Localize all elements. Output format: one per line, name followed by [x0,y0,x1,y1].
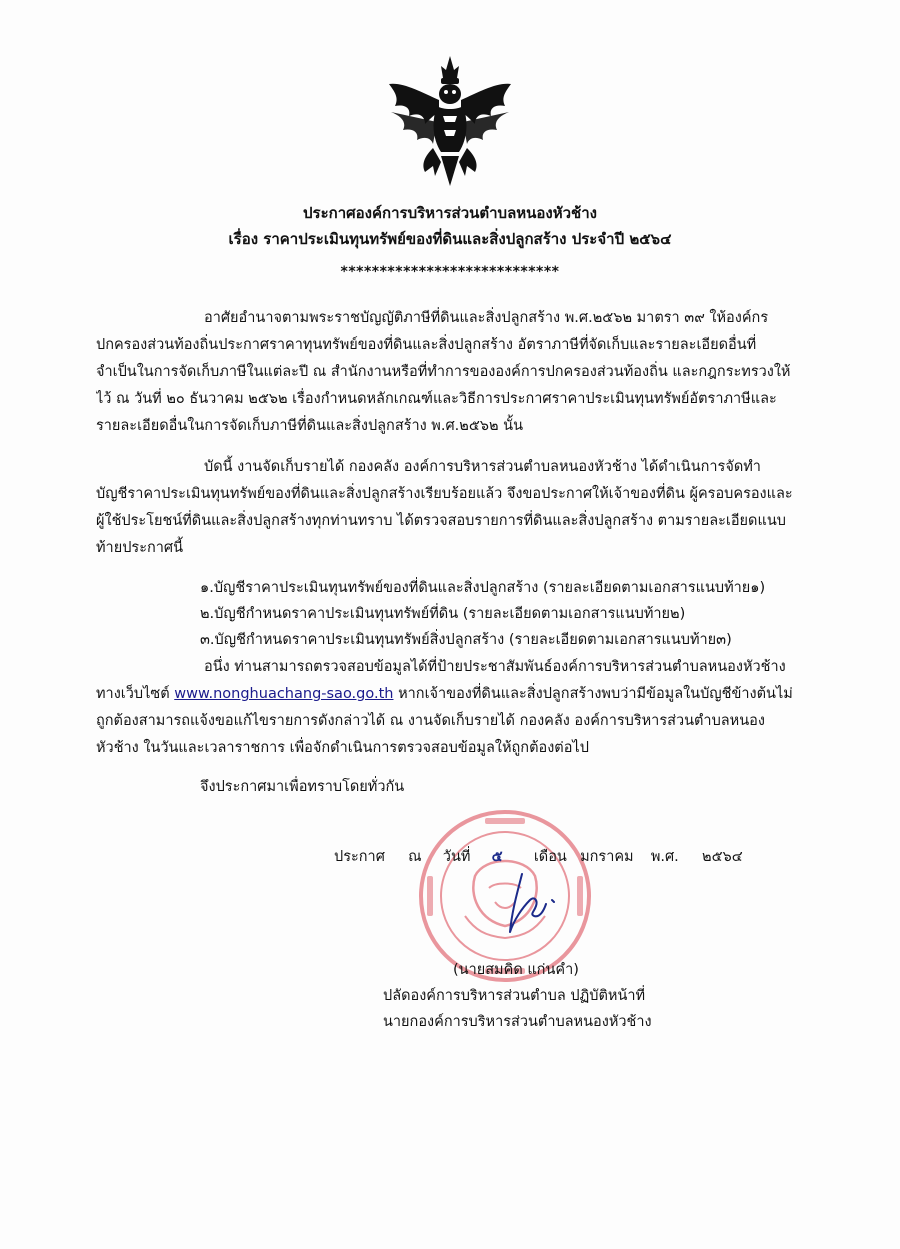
signatory-name: (นายสมคิด แก่นคำ) [453,962,579,978]
date-at-label: ณ [408,849,422,865]
paragraph-authority [96,305,812,440]
date-month-label: เดือน [533,849,567,865]
paragraph-line: ปกครองส่วนท้องถิ่นประกาศราคาทุนทรัพย์ของที่ดินและสิ่งปลูกสร้าง อัตราภาษีที่จัดเก็บและรายละเอียดอื่นที่ [96,337,757,353]
signatory-position: ปลัดองค์การบริหารส่วนตำบล ปฏิบัติหน้าที่ [383,988,646,1004]
paragraph-line: ท้ายประกาศนี้ [96,540,184,556]
paragraph-line: บัญชีราคาประเมินทุนทรัพย์ของที่ดินและสิ่งปลูกสร้างเรียบร้อยแล้ว จึงขอประกาศให้เจ้าของที่ดิน ผู้ครอบครองและ [96,486,793,502]
paragraph-line [96,681,812,708]
date-year: ๒๕๖๔ [702,849,743,865]
signatory-position: นายกองค์การบริหารส่วนตำบลหนองหัวช้าง [383,1014,652,1030]
announcement-subject: เรื่อง ราคาประเมินทุนทรัพย์ของที่ดินและสิ่งปลูกสร้าง ประจำปี ๒๕๖๔ [228,230,672,248]
paragraph-line: ไว้ ณ วันที่ ๒๐ ธันวาคม ๒๕๖๒ เรื่องกำหนดหลักเกณฑ์และวิธีการประกาศราคาประเมินทุนทรัพย์อัตราภาษีและ [96,391,777,407]
date-year-label: พ.ศ. [650,849,679,865]
website-link[interactable]: www.nonghuachang-sao.go.th [174,686,394,702]
paragraph-line: ถูกต้องสามารถแจ้งขอแก้ไขรายการดังกล่าวได้ ณ งานจัดเก็บรายได้ กองคลัง องค์การบริหารส่วนตำบลหนอง [96,713,765,729]
date-announced-label: ประกาศ [334,849,385,865]
garuda-emblem-icon [381,52,519,190]
website-suffix: หากเจ้าของที่ดินและสิ่งปลูกสร้างพบว่ามีข้อมูลในบัญชีข้างต้นไม่ [393,686,793,702]
paragraph-line: รายละเอียดอื่นในการจัดเก็บภาษีที่ดินและสิ่งปลูกสร้าง พ.ศ.๒๕๖๒ นั้น [96,418,523,434]
paragraph-line: ผู้ใช้ประโยชน์ที่ดินและสิ่งปลูกสร้างทุกท่านทราบ ได้ตรวจสอบรายการที่ดินและสิ่งปลูกสร้าง ตามรายละเอียดแนบ [96,513,786,529]
paragraph-line: อาศัยอำนาจตามพระราชบัญญัติภาษีที่ดินและสิ่งปลูกสร้าง พ.ศ.๒๕๖๒ มาตรา ๓๙ ให้องค์กร [204,310,769,326]
list-item: ๑.บัญชีราคาประเมินทุนทรัพย์ของที่ดินและสิ่งปลูกสร้าง (รายละเอียดตามเอกสารแนบท้าย๑) [200,580,766,596]
attachment-list [200,575,765,653]
paragraph-line: อนึ่ง ท่านสามารถตรวจสอบข้อมูลได้ที่ป้ายประชาสัมพันธ์องค์การบริหารส่วนตำบลหนองหัวช้าง [204,659,786,675]
paragraph-notice [96,454,812,562]
date-day-label: วันที่ [442,849,471,865]
separator: **************************** [340,264,560,280]
list-item: ๓.บัญชีกำหนดราคาประเมินทุนทรัพย์สิ่งปลูกสร้าง (รายละเอียดตามเอกสารแนบท้าย๓) [200,632,732,648]
website-prefix: ทางเว็บไซต์ [96,686,175,702]
date-month: มกราคม [580,849,634,865]
announcement-date [334,845,743,868]
paragraph-line: หัวช้าง ในวันและเวลาราชการ เพื่อจักดำเนินการตรวจสอบข้อมูลให้ถูกต้องต่อไป [96,740,589,756]
paragraph-line: จำเป็นในการจัดเก็บภาษีในแต่ละปี ณ สำนักงานหรือที่ทำการขององค์การปกครองส่วนท้องถิ่น และกฎกระทรวงให้ [96,364,791,380]
paragraph-line: บัดนี้ งานจัดเก็บรายได้ กองคลัง องค์การบริหารส่วนตำบลหนองหัวช้าง ได้ดำเนินการจัดทำ [204,459,761,475]
date-day: ๕ [491,849,503,865]
paragraph-verification [96,654,812,762]
list-item: ๒.บัญชีกำหนดราคาประเมินทุนทรัพย์ที่ดิน (รายละเอียดตามเอกสารแนบท้าย๒) [200,606,686,622]
signature-icon [500,870,580,940]
announcement-title: ประกาศองค์การบริหารส่วนตำบลหนองหัวช้าง [303,204,597,222]
closing-statement: จึงประกาศมาเพื่อทราบโดยทั่วกัน [200,779,405,795]
